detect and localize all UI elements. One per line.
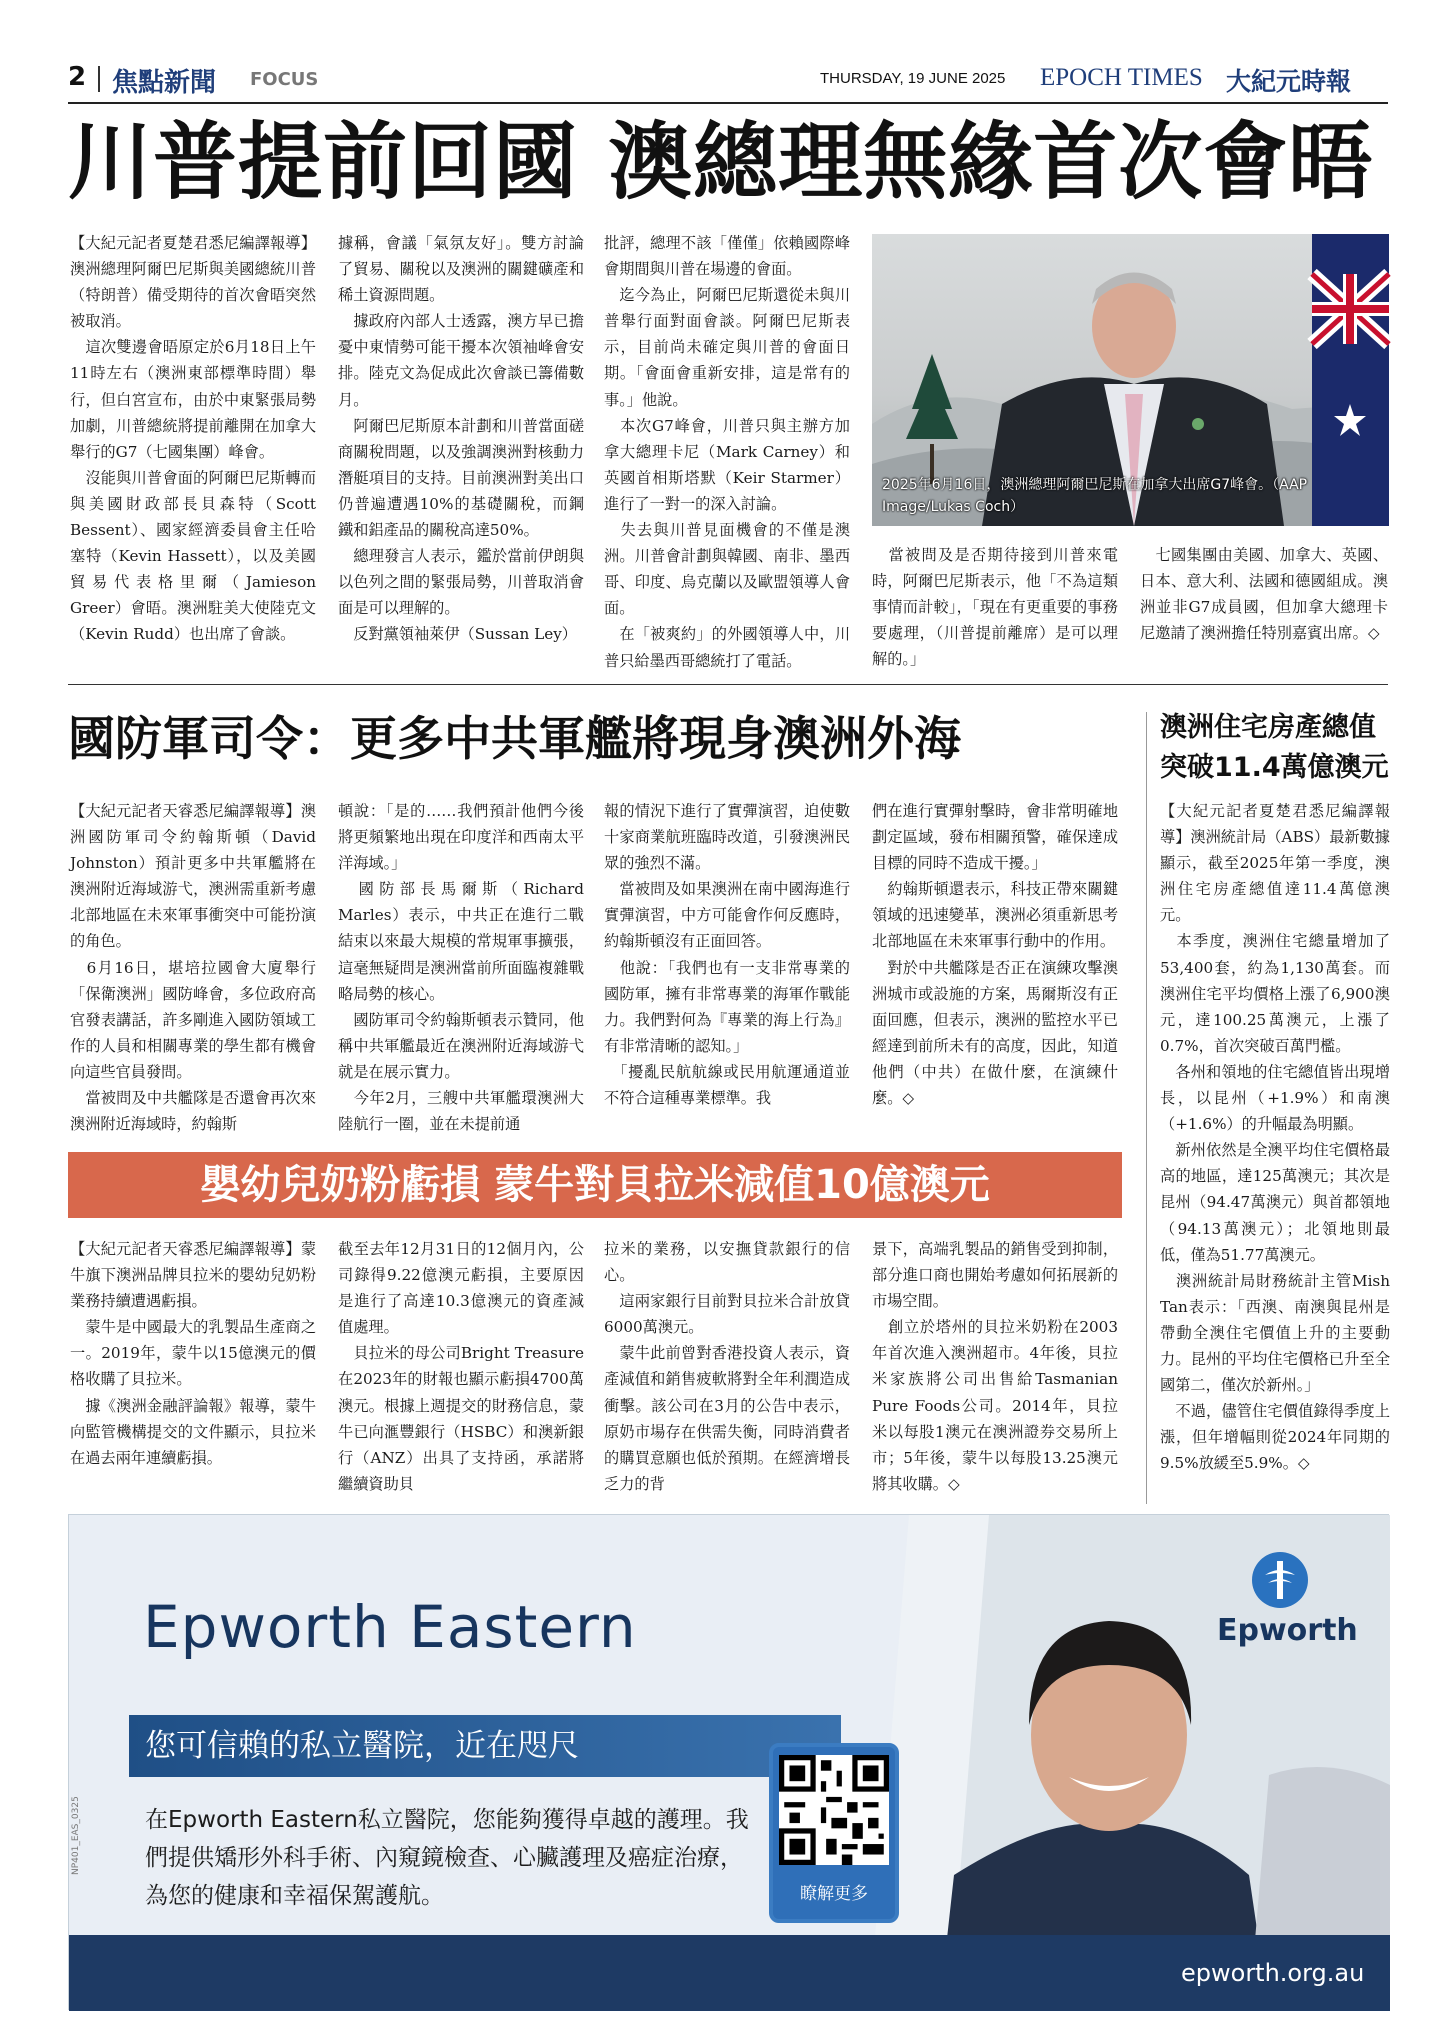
ad-url-link[interactable]: epworth.org.au: [1181, 1959, 1365, 1987]
ad-tagline-bar: [129, 1715, 841, 1777]
page-number: 2: [68, 62, 87, 92]
story4-col2: 截至去年12月31日的12個月內，公司錄得9.22億澳元虧損，主要原因是進行了高達10.3億澳元的資產減值處理。 貝拉米的母公司Bright Treasure在2023年的財報也顯示虧損4700萬澳元。根據上週提交的財務信息，蒙牛已向滙豐銀行（HSBC）和澳新銀行（ANZ）出具了支持函，承諾將繼續資助貝: [338, 1240, 584, 1493]
story2-col3: 報的情況下進行了實彈演習，迫使數十家商業航班臨時改道，引發澳洲民眾的強烈不滿。 當被問及如果澳洲在南中國海進行實彈演習，中方可能會作何反應時，約翰斯頓沒有正面回答。 他說：「我們也有一支非常專業的國防軍，擁有非常專業的海軍作戰能力。我們對何為『專業的海上行為』有非常清晰的認知。」 「擾亂民航航線或民用航運通道並不符合這種專業標準。我: [604, 802, 850, 1108]
story4-col3: 拉米的業務，以安撫貸款銀行的信心。 這兩家銀行目前對貝拉米合計放貸6000萬澳元。 蒙牛此前曾對香港投資人表示，資產減值和銷售疲軟將對全年利潤造成衝擊。該公司在3月的公告中表示，原奶市場存在供需失衡，同時消費者的購買意願也低於預期。在經濟增長乏力的背: [604, 1240, 850, 1493]
brand-en: EPOCH TIMES: [1040, 64, 1203, 91]
story1-col2: 據稱，會議「氣氛友好」。雙方討論了貿易、關稅以及澳洲的關鍵礦產和稀土資源問題。 據政府內部人士透露，澳方早已擔憂中東情勢可能干擾本次領袖峰會安排。陸克文為促成此次會談已籌備數月。 阿爾巴尼斯原本計劃和川普當面磋商關稅問題，以及強調澳洲對核動力潛艇項目的支持。目前澳洲對美出口仍普遍遭遇10%的基礎關稅，而鋼鐵和鋁產品的關稅高達50%。 總理發言人表示，鑑於當前伊朗與以色列之間的緊張局勢，川普取消會面是可以理解的。 反對黨領袖萊伊（Sussan Ley）: [338, 234, 584, 644]
qr-code[interactable]: [779, 1755, 889, 1865]
story4-headline-bar: [68, 1152, 1122, 1218]
epworth-advert[interactable]: [68, 1514, 1389, 2010]
story1-col5: 七國集團由美國、加拿大、英國、日本、意大利、法國和德國組成。澳洲並非G7成員國，但加拿大總理卡尼邀請了澳洲擔任特別嘉賓出席。◇: [1140, 546, 1388, 643]
story1-photo: [872, 234, 1389, 526]
story3-headline: 澳洲住宅房產總值突破11.4萬億澳元: [1160, 712, 1389, 783]
story2-headline: 國防軍司令：更多中共軍艦將現身澳洲外海: [68, 712, 961, 767]
ad-footer-bar: [69, 1935, 1390, 2011]
section-title-zh: 焦點新聞: [112, 68, 217, 98]
story1-headline: 川普提前回國 澳總理無緣首次會晤: [68, 112, 1374, 211]
story2-col1: 【大紀元記者天睿悉尼編譯報導】澳洲國防軍司令約翰斯頓（David Johnston）預計更多中共軍艦將在澳洲附近海域游弋，澳洲需重新考慮北部地區在未來軍事衝突中可能扮演的角色。 6月16日，堪培拉國會大廈舉行「保衛澳洲」國防峰會，多位政府高官發表講話，許多剛進入國防領域工作的人員和相關專業的學生都有機會向這些官員發問。 當被問及中共艦隊是否還會再次來澳洲附近海域時，約翰斯: [70, 802, 316, 1134]
section-title-en: FOCUS: [250, 69, 319, 90]
photo-caption: 2025年6月16日，澳洲總理阿爾巴尼斯在加拿大出席G7峰會。（AAP Image/Lukas Coch）: [882, 477, 1308, 515]
masthead-divider: [98, 66, 100, 92]
story3-body: 【大紀元記者夏楚君悉尼編譯報導】澳洲統計局（ABS）最新數據顯示，截至2025年第一季度，澳洲住宅房產總值達11.4萬億澳元。 本季度，澳洲住宅總量增加了53,400套，約為1,130萬套。而澳洲住宅平均價格上漲了6,900澳元，達100.25萬澳元，上漲了0.7%，首次突破百萬門檻。 各州和領地的住宅總值皆出現增長，以昆州（+1.9%）和南澳（+1.6%）的升幅最為明顯。 新州依然是全澳平均住宅價格最高的地區，達125萬澳元；其次是昆州（94.47萬澳元）與首都領地（94.13萬澳元）；北領地則最低，僅為51.77萬澳元。 澳洲統計局財務統計主管Mish Tan表示：「西澳、南澳與昆州是帶動全澳住宅價值上升的主要動力。昆州的平均住宅價格已升至全國第二，僅次於新州。」 不過，儘管住宅價值錄得季度上漲，但年增幅則從2024年同期的9.5%放緩至5.9%。◇: [1160, 802, 1390, 1473]
epworth-logo[interactable]: [1217, 1551, 1357, 1661]
story4-col4: 景下，高端乳製品的銷售受到抑制，部分進口商也開始考慮如何拓展新的市場空間。 創立於塔州的貝拉米奶粉在2003年首次進入澳洲超市。4年後，貝拉米家族將公司出售給Tasmanian Pure Foods公司。2014年，貝拉米以每股1澳元在澳洲證券交易所上市；5年後，蒙牛以每股13.25澳元將其收購。◇: [872, 1240, 1118, 1493]
brand-zh: 大紀元時報: [1226, 67, 1352, 96]
masthead: [68, 60, 1388, 100]
ad-side-code: NP401_EAS_0325: [71, 1796, 81, 1875]
epworth-logo-text: Epworth: [1217, 1613, 1358, 1648]
epworth-logo-icon: [1251, 1551, 1309, 1609]
ad-tagline: 您可信賴的私立醫院，近在咫尺: [145, 1728, 579, 1764]
story1-col3: 批評，總理不該「僅僅」依賴國際峰會期間與川普在場邊的會面。 迄今為止，阿爾巴尼斯還從未與川普舉行面對面會談。阿爾巴尼斯表示，目前尚未確定與川普的會面日期。「會面會重新安排，這是常有的事。」他說。 本次G7峰會，川普只與主辦方加拿大總理卡尼（Mark Carney）和英國首相斯塔默（Keir Starmer）進行了一對一的深入討論。 失去與川普見面機會的不僅是澳洲。川普會計劃與韓國、南非、墨西哥、印度、烏克蘭以及歐盟領導人會面。 在「被爽約」的外國領導人中，川普只給墨西哥總統打了電話。: [604, 234, 850, 670]
ad-body: 在Epworth Eastern私立醫院，您能夠獲得卓越的護理。我們提供矯形外科手術、內窺鏡檢查、心臟護理及癌症治療，為您的健康和幸福保駕護航。: [145, 1807, 749, 1909]
issue-date: THURSDAY, 19 JUNE 2025: [820, 70, 1006, 87]
story1-col1: 【大紀元記者夏楚君悉尼編譯報導】澳洲總理阿爾巴尼斯與美國總統川普（特朗普）備受期待的首次會晤突然被取消。 這次雙邊會晤原定於6月18日上午11時左右（澳洲東部標準時間）舉行，但白宮宣布，由於中東緊張局勢加劇，川普總統將提前離開在加拿大舉行的G7（七國集團）峰會。 沒能與川普會面的阿爾巴尼斯轉而與美國財政部長貝森特（Scott Bessent）、國家經濟委員會主任哈塞特（Kevin Hassett），以及美國貿易代表格里爾（Jamieson Greer）會晤。澳洲駐美大使陸克文（Kevin Rudd）也出席了會談。: [70, 234, 316, 644]
qr-code-card[interactable]: [769, 1743, 899, 1923]
story4-col1: 【大紀元記者天睿悉尼編譯報導】蒙牛旗下澳洲品牌貝拉米的嬰幼兒奶粉業務持續遭遇虧損。 蒙牛是中國最大的乳製品生產商之一。2019年，蒙牛以15億澳元的價格收購了貝拉米。 據《澳洲金融評論報》報導，蒙牛向監管機構提交的文件顯示，貝拉米在過去兩年連續虧損。: [70, 1240, 316, 1467]
ad-title: Epworth Eastern: [143, 1593, 637, 1661]
story1-col4: 當被問及是否期待接到川普來電時，阿爾巴尼斯表示，他「不為這類事情而計較」，「現在有更重要的事務要處理，（川普提前離席）是可以理解的。」: [872, 546, 1118, 669]
story4-headline: 嬰幼兒奶粉虧損 蒙牛對貝拉米減值10億澳元: [200, 1162, 990, 1208]
story2-col4: 們在進行實彈射擊時，會非常明確地劃定區域，發布相關預警，確保達成目標的同時不造成干擾。」 約翰斯頓還表示，科技正帶來關鍵領域的迅速變革，澳洲必須重新思考北部地區在未來軍事行動中的作用。 對於中共艦隊是否正在演練攻擊澳洲城市或設施的方案，馬爾斯沒有正面回應，但表示，澳洲的監控水平已經達到前所未有的高度，因此，知道他們（中共）在做什麼，在演練什麼。◇: [872, 802, 1118, 1108]
qr-label[interactable]: 瞭解更多: [800, 1884, 868, 1904]
story2-col2: 頓說：「是的……我們預計他們今後將更頻繁地出現在印度洋和西南太平洋海域。」 國防部長馬爾斯（Richard Marles）表示，中共正在進行二戰結束以來最大規模的常規軍事擴張，這毫無疑問是澳洲當前所面臨複雜戰略局勢的核心。 國防軍司令約翰斯頓表示贊同，他稱中共軍艦最近在澳洲附近海域游弋就是在展示實力。 今年2月，三艘中共軍艦環澳洲大陸航行一圈，並在未提前通: [338, 802, 584, 1134]
